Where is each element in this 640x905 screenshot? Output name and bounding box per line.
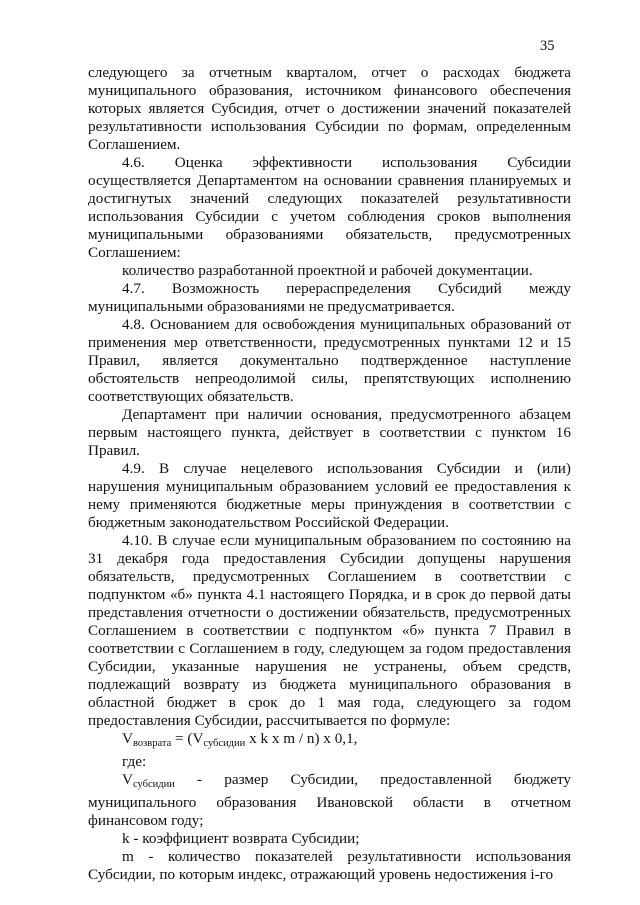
definition-v-subscript: субсидии — [132, 779, 175, 790]
formula-v: V — [122, 730, 133, 747]
paragraph-4-10: 4.10. В случае если муниципальным образованием по состоянию на 31 декабря года предоставления Субсидии допущены нарушения обязательств, предусмотренных Соглашением в соответствии с подпунктом «б» пункта 4.1 настоящего Порядка, и в срок до первой даты представления отчетности о достижении обязательств, предусмотренных Соглашением в соответствии с подпунктом «б» пункта 7 Правил в соответствии с Соглашением в году, следующем за годом предоставления Субсидии, указанные нарушения не устранены, объем средств, подлежащий возврату из бюджета муниципального образования в областной бюджет в срок до 1 мая года, следующего за годом предоставления Субсидии, рассчитывается по формуле: — [88, 532, 571, 729]
return-formula — [88, 730, 571, 753]
definition-k: k - коэффициент возврата Субсидии; — [122, 830, 360, 847]
definition-v-text: - размер Субсидии, предоставленной бюджету муниципального образования Ивановской области в отчетном финансовом году; — [88, 771, 571, 829]
paragraph-4-8: 4.8. Основанием для освобождения муниципальных образований от применения мер ответственности, предусмотренных пунктами 12 и 15 Правил, является документально подтвержденное наступление обстоятельств непреодолимой силы, препятствующих исполнению соответствующих обязательств. — [88, 316, 571, 405]
formula-subsidy-subscript: субсидии — [203, 738, 246, 749]
definition-v: V — [122, 771, 133, 788]
paragraph-department: Департамент при наличии основания, предусмотренного абзацем первым настоящего пункта, действует в соответствии с пунктом 16 Правил. — [88, 406, 571, 459]
formula-v-subscript: возврата — [132, 738, 172, 749]
paragraph-documentation-count: количество разработанной проектной и рабочей документации. — [122, 262, 533, 279]
paragraph-4-6: 4.6. Оценка эффективности использования Субсидии осуществляется Департаментом на основании сравнения планируемых и достигнутых значений следующих показателей результативности использования Субсидии с учетом соблюдения сроков выполнения муниципальными образованиями обязательств, предусмотренных Соглашением: — [88, 154, 571, 261]
paragraph-4-7: 4.7. Возможность перераспределения Субсидий между муниципальными образованиями не предусматривается. — [88, 280, 571, 315]
document-body — [88, 64, 571, 884]
page-number: 35 — [540, 38, 555, 54]
formula-rest: x k x m / n) x 0,1, — [245, 730, 358, 747]
paragraph-4-9: 4.9. В случае нецелевого использования Субсидии и (или) нарушения муниципальным образованием условий ее предоставления к нему применяются бюджетные меры принуждения в соответствии с бюджетным законодательством Российской Федерации. — [88, 460, 571, 531]
paragraph-continuation: следующего за отчетным кварталом, отчет о расходах бюджета муниципального образования, источником финансового обеспечения которых является Субсидия, отчет о достижении значений показателей результативности использования Субсидии по формам, определенным Соглашением. — [88, 64, 571, 153]
where-label: где: — [122, 753, 147, 770]
definition-v-subsidy — [88, 771, 571, 830]
definition-m: m - количество показателей результативности использования Субсидии, по которым индекс, отражающий уровень недостижения i-го — [88, 848, 571, 883]
formula-eq-open: = (V — [171, 730, 204, 747]
